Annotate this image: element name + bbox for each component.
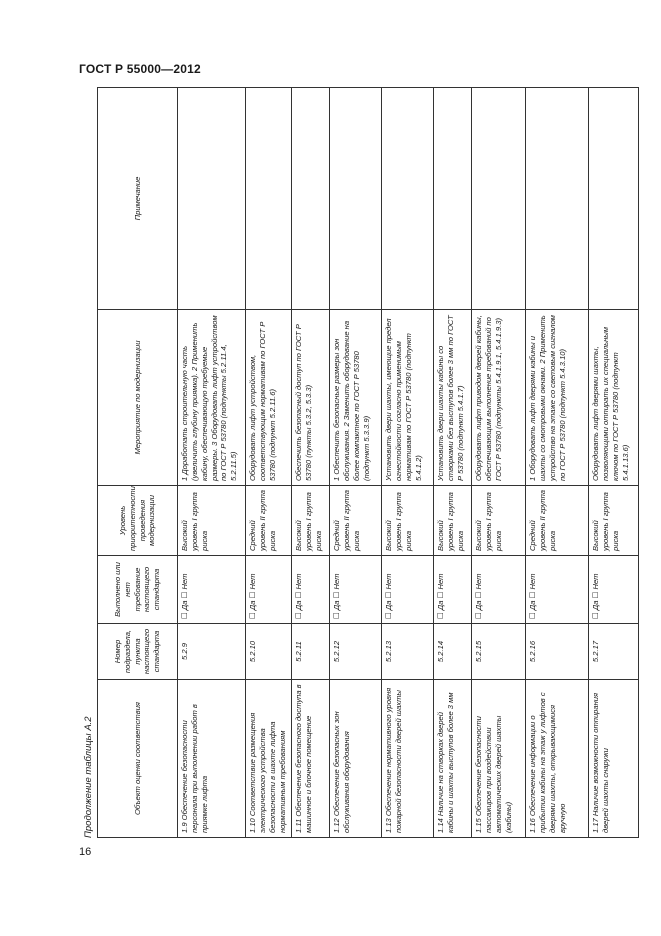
cell-clause: 5.2.10 (246, 624, 292, 680)
cell-object: 1.14 Наличие на створках дверей кабины и шахты выступов более 3 мм (434, 680, 472, 838)
cell-measure: Оборудовать лифт устройством, соответствующим нормативам по ГОСТ Р 53780 (подпункт 5.2.11.6) (246, 310, 292, 486)
table-row (434, 88, 472, 838)
cell-measure: Оборудовать лифт приводом дверей кабины, обеспечивающим выполнение требований по ГОСТ Р 53780 (подпункты 5.4.1.9.1, 5.4.1.9.3) (472, 310, 526, 486)
table-row (472, 88, 526, 838)
cell-priority: Средний уровень II группа риска (246, 486, 292, 556)
table-caption: Продолжение таблицы А.2 (83, 716, 94, 838)
cell-fulfilled: ☐ Да ☐ Нет (589, 556, 639, 624)
cell-note (526, 88, 589, 310)
cell-clause: 5.2.15 (472, 624, 526, 680)
document-header: ГОСТ Р 55000—2012 (79, 62, 201, 76)
cell-object: 1.9 Обеспечение безопасности персонала при выполнении работ в приямке лифта (178, 680, 246, 838)
cell-priority: Высокий уровень I группа риска (472, 486, 526, 556)
cell-note (589, 88, 639, 310)
cell-clause: 5.2.13 (382, 624, 434, 680)
cell-clause: 5.2.9 (178, 624, 246, 680)
cell-priority: Высокий уровень I группа риска (178, 486, 246, 556)
cell-note (246, 88, 292, 310)
table-row (526, 88, 589, 838)
column-header-priority: Уровень приоритетности проведения модернизации (98, 486, 178, 556)
cell-clause: 5.2.12 (330, 624, 382, 680)
cell-clause: 5.2.17 (589, 624, 639, 680)
cell-fulfilled: ☐ Да ☐ Нет (246, 556, 292, 624)
table-row (382, 88, 434, 838)
cell-object: 1.10 Соответствие размещения электрического устройства безопасности в шахте лифта нормативным требованиям (246, 680, 292, 838)
column-header-clause: Номер подраздела, пункта настоящего стандарта (98, 624, 178, 680)
table-row (589, 88, 639, 838)
table-row (330, 88, 382, 838)
cell-note (292, 88, 330, 310)
rotated-table-area (83, 88, 630, 838)
table-header-row (98, 88, 178, 838)
cell-priority: Средний уровень II группа риска (526, 486, 589, 556)
cell-clause: 5.2.14 (434, 624, 472, 680)
cell-object: 1.11 Обеспечение безопасного доступа в машинное и блочное помещение (292, 680, 330, 838)
cell-fulfilled: ☐ Да ☐ Нет (292, 556, 330, 624)
page-number: 16 (79, 846, 92, 858)
cell-note (382, 88, 434, 310)
cell-clause: 5.2.11 (292, 624, 330, 680)
cell-fulfilled: ☐ Да ☐ Нет (434, 556, 472, 624)
cell-fulfilled: ☐ Да ☐ Нет (382, 556, 434, 624)
cell-note (434, 88, 472, 310)
column-header-fulfilled: Выполнено или нет требование настоящего стандарта (98, 556, 178, 624)
table-row (246, 88, 292, 838)
cell-priority: Средний уровень II группа риска (330, 486, 382, 556)
cell-object: 1.16 Обеспечение информации о прибытии кабины на этаж у лифтов с дверями шахты, открывающимися вручную (526, 680, 589, 838)
cell-priority: Высокий уровень I группа риска (434, 486, 472, 556)
table-row (292, 88, 330, 838)
cell-fulfilled: ☐ Да ☐ Нет (472, 556, 526, 624)
cell-note (330, 88, 382, 310)
cell-measure: Установить двери шахты кабины со створками без выступов более 3 мм по ГОСТ Р 53780 (подпункт 5.4.1.7) (434, 310, 472, 486)
cell-priority: Высокий уровень I группа риска (382, 486, 434, 556)
cell-fulfilled: ☐ Да ☐ Нет (178, 556, 246, 624)
cell-object: 1.17 Наличие возможности отпирания дверей шахты снаружи (589, 680, 639, 838)
column-header-note: Примечание (98, 88, 178, 310)
cell-priority: Высокий уровень I группа риска (589, 486, 639, 556)
cell-fulfilled: ☐ Да ☐ Нет (330, 556, 382, 624)
cell-object: 1.12 Обеспечение безопасных зон обслуживания оборудования (330, 680, 382, 838)
cell-measure: 1 Обеспечить безопасные размеры зон обслуживания. 2 Заменить оборудование на более компактное по ГОСТ Р 53780 (подпункт 5.3.3.9) (330, 310, 382, 486)
cell-measure: Обеспечить безопасный доступ по ГОСТ Р 53780 (пункты 5.3.2, 5.3.3) (292, 310, 330, 486)
cell-measure: 1 Оборудовать лифт дверями кабины и шахты со смотровыми окнами. 2 Применить устройство на этаже со световым сигналом по ГОСТ Р 53780 (подпункт 5.4.3.10) (526, 310, 589, 486)
cell-measure: Установить двери шахты, имеющие предел огнестойкости согласно применимым нормативам по ГОСТ Р 53780 (подпункт 5.4.1.2) (382, 310, 434, 486)
cell-note (472, 88, 526, 310)
cell-clause: 5.2.16 (526, 624, 589, 680)
cell-object: 1.15 Обеспечение безопасности пассажиров при воздействии автоматических дверей шахты (кабины) (472, 680, 526, 838)
cell-measure: 1 Доработать строительную часть (увеличить глубину приямка). 2 Применить кабину, обеспечивающую требуемые размеры. 3 Оборудовать лифт устройством по ГОСТ Р 53780 (подпункты 5.2.11.4, 5.2.11.5) (178, 310, 246, 486)
cell-note (178, 88, 246, 310)
cell-object: 1.13 Обеспечение нормативного уровня пожарной безопасности дверей шахты (382, 680, 434, 838)
column-header-object: Объект оценки соответствия (98, 680, 178, 838)
column-header-measure: Мероприятие по модернизации (98, 310, 178, 486)
cell-priority: Высокий уровень I группа риска (292, 486, 330, 556)
modernization-table (97, 87, 639, 838)
cell-fulfilled: ☐ Да ☐ Нет (526, 556, 589, 624)
table-row (178, 88, 246, 838)
cell-measure: Оборудовать лифт дверями шахты, позволяющими отпирать их специальным ключом по ГОСТ Р 53780 (подпункт 5.4.1.13.6) (589, 310, 639, 486)
